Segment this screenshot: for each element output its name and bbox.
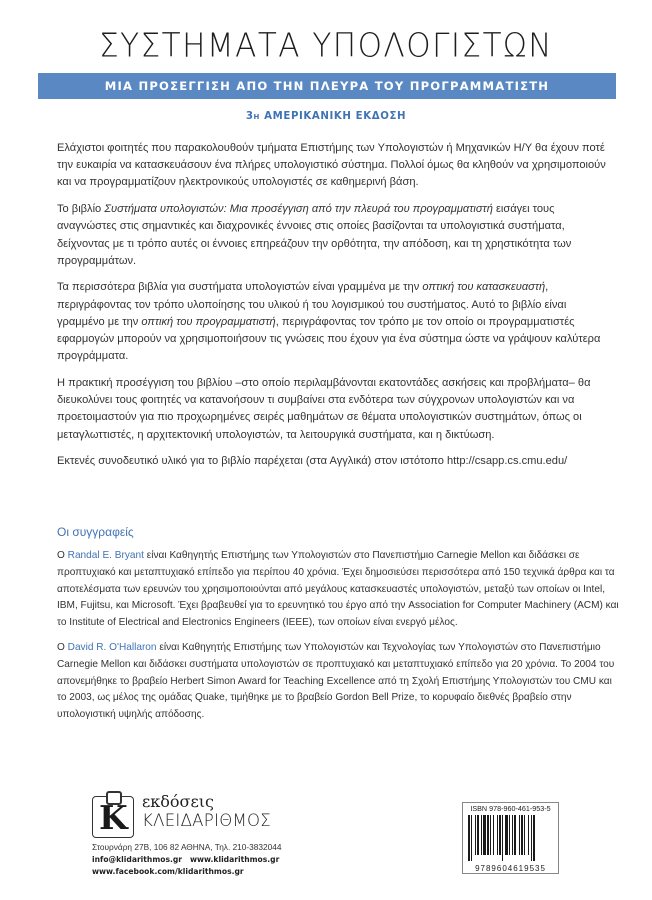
barcode-bar [514,815,516,855]
barcode-bar [481,815,482,855]
text-run: εισάγει τους αναγνώστες στις σημαντικές και διαχρονικές έννοιες στις οποίες βασίζονται τα υπολογιστικά συστήματα, δείχνοντας με τι τρόπο αυτές οι έννοιες επηρεάζουν την ορθότητα, την απόδοση, και τη χρηστικότητα των προγραμμάτων. [57,203,572,267]
subtitle-banner: ΜΙΑ ΠΡΟΣΕΓΓΙΣΗ ΑΠΟ ΤΗΝ ΠΛΕΥΡΑ ΤΟΥ ΠΡΟΓΡΑΜΜΑΤΙΣΤΗ [38,73,616,99]
edition-text: ΑΜΕΡΙΚΑΝΙΚΗ ΕΚΔΟΣΗ [264,111,407,122]
barcode-bar [497,815,498,855]
barcode-bar [490,815,491,855]
authors-heading: Οι συγγραφείς [57,525,134,539]
barcode-bar [509,815,510,855]
italic-phrase: οπτική του κατασκευαστή [422,281,546,294]
barcode-bar [512,815,513,855]
paragraph-1: Ελάχιστοι φοιτητές που παρακολουθούν τμήματα Επιστήμης των Υπολογιστών ή Μηχανικών Η/Υ θα έχουν ποτέ την ευκαιρία να κατασκευάσουν ένα πλήρες υπολογιστικό σύστημα. Πολλοί όμως θα κληθούν να χρησιμοποιούν και να προγραμματίζουν ηλεκτρονικούς υπολογιστές σε καθημερινή βάση. [57,142,606,189]
barcode-bar [499,815,501,855]
barcode-bar [519,815,520,855]
isbn-number: ISBN 978-960-461-953-5 [470,804,551,813]
text-run: Ο [57,641,68,653]
barcode-bar [531,815,532,861]
paragraph-4: Η πρακτική προσέγγιση του βιβλίου –στο οποίο περιλαμβάνονται εκατοντάδες ασκήσεις και προβλήματα– θα διευκολύνει τους φοιτητές να κατανοήσουν τι συμβαίνει στα ενδότερα των σύγχρονων υπολογιστών και να προετοιμαστούν για πιο προχωρημένες σειρές μαθημάτων σε θέματα υπολογιστικών συστημάτων, όπως οι μεταγλωττιστές, η αρχιτεκτονική υπολογιστών, τα λειτουργικά συστήματα, και η δικτύωση. [57,376,591,441]
paragraph-5: Εκτενές συνοδευτικό υλικό για το βιβλίο παρέχεται (στα Αγγλικά) στον ιστότοπο http://csapp.cs.cmu.edu/ [57,455,568,468]
author-name: David R. O'Hallaron [67,641,157,653]
barcode-bar [521,815,523,855]
text-run: είναι Καθηγητής Επιστήμης των Υπολογιστών στο Πανεπιστήμιο Carnegie Mellon και διδάσκει σε προπτυχιακό και μεταπτυχιακό επίπεδο για περίπου 40 χρόνια. Έχει δημοσιεύσει περισσότερα από 150 τεχνικά άρθρα και τα αποτελέσματα των ερευνών του χρησιμοποιούνται από μεγάλους κατασκευαστές υπολογιστών, μεταξύ των οποίων οι Intel, IBM, Fujitsu, και Microsoft. Έχει βραβευθεί για το ερευνητικό του έργο από την Association for Computer Machinery (ACM) και το Institute of Electrical and Electronics Engineers (IEEE), των οποίων είναι ενεργό μέλος. [57,550,619,629]
barcode-bar [483,815,486,855]
barcode-bar [475,815,476,855]
barcode-bar [468,815,470,861]
barcode-bar [493,815,494,855]
author-bio-ohallaron [57,640,622,724]
barcode-bar [524,815,525,855]
paragraph-3 [57,279,617,365]
key-logo-icon [92,796,134,838]
edition-number: 3 [245,111,254,122]
barcode-bar [505,815,508,855]
author-name: Randal E. Bryant [67,550,144,561]
ean-digits: 9789604619535 [475,864,546,873]
text-run: είναι Καθηγητής Επιστήμης των Υπολογιστών και Τεχνολογίας των Υπολογιστών στο Πανεπιστήμιο Carnegie Mellon και διδάσκει συστήματα υπολογιστών σε προπτυχιακό και μεταπτυχιακό επίπεδο για 20 χρόνια. Το 2004 του απονεμήθηκε το βραβείο Herbert Simon Award for Teaching Excellence από τη Σχολή Επιστήμης Υπολογιστών του CMU και το 2003, ως μέλος της ομάδας Quake, τιμήθηκε με το βραβείο Gordon Bell Prize, το κορυφαίο διεθνές βραβείο στην υπολογιστική υψηλής απόδοσης. [57,641,615,721]
publisher-facebook: www.facebook.com/klidarithmos.gr [92,867,244,876]
barcode-bar [528,815,529,855]
isbn-barcode [462,802,559,874]
publisher-name-line1: εκδόσεις [142,792,214,811]
barcode-bar [502,815,503,861]
italic-phrase: οπτική του προγραμματιστή [141,315,276,328]
text-run: Τα περισσότερα βιβλία για συστήματα υπολογιστών είναι γραμμένα με την [57,281,423,294]
book-description [57,140,617,480]
book-title: ΣΥΣΤΗΜΑΤΑ ΥΠΟΛΟΓΙΣΤΩΝ [99,27,553,65]
barcode-bars [468,815,553,861]
barcode-bar [477,815,479,855]
text-run: , περιγράφοντας τον τρόπο υλοποίησης του υλικού ή του λογισμικού του συστήματος. Αυτό το βιβλίο είναι γραμμένο με την [57,281,567,328]
paragraph-2 [57,201,617,270]
text-run: Το βιβλίο [57,203,105,216]
barcode-bar [487,815,489,855]
text-run: Ο [57,550,68,561]
logo-letter: K [99,798,128,837]
author-bio-bryant [57,548,622,632]
authors-section [57,548,622,732]
publisher-email-website: info@klidarithmos.gr www.klidarithmos.gr [92,855,280,864]
publisher-name-line2: ΚΛΕΙΔΑΡΙΘΜΟΣ [142,811,272,830]
publisher-address: Στουρνάρη 27Β, 106 82 ΑΘΗΝΑ, Τηλ. 210-3832044 [92,842,282,852]
barcode-bar [471,815,472,861]
text-run: , περιγράφοντας τον τρόπο με τον οποίο οι προγραμματιστές εφαρμογών μπορούν να χρησιμοποιήσουν τις γνώσεις που έχουν για ένα σύστημα ώστε να γράψουν καλύτερα προγράμματα. [57,315,601,363]
book-title-italic: Συστήματα υπολογιστών: Μια προσέγγιση από την πλευρά του προγραμματιστή [104,203,493,216]
edition-label [0,111,652,122]
edition-superscript: Η [253,113,261,121]
barcode-bar [533,815,535,861]
